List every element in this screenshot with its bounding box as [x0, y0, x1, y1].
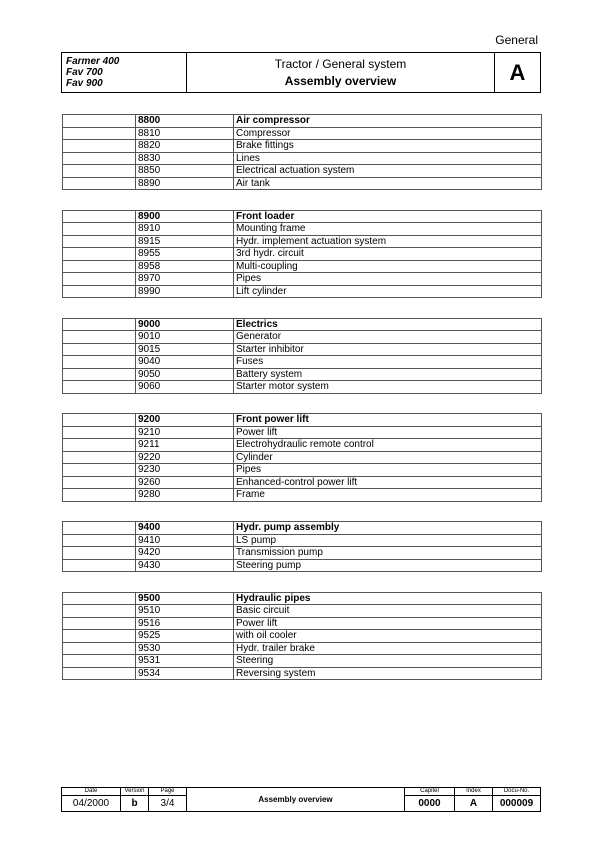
item-code: 8820	[136, 140, 234, 153]
table-row	[63, 152, 542, 165]
item-code: 9420	[136, 547, 234, 560]
item-name: Mounting frame	[234, 223, 542, 236]
assembly-group-table	[62, 318, 542, 394]
item-name: Starter inhibitor	[234, 343, 542, 356]
document-footer	[61, 787, 541, 812]
item-code: 8990	[136, 285, 234, 298]
footer-page-label: Page	[149, 788, 187, 796]
footer-version: b	[121, 796, 149, 812]
item-code: 9516	[136, 617, 234, 630]
table-row	[63, 368, 542, 381]
table-row	[63, 331, 542, 344]
blank-cell	[63, 592, 136, 605]
section-label: General	[495, 33, 538, 47]
table-row	[63, 547, 542, 560]
table-row	[63, 559, 542, 572]
blank-cell	[63, 152, 136, 165]
item-code: 9040	[136, 356, 234, 369]
item-name: Basic circuit	[234, 605, 542, 618]
blank-cell	[63, 426, 136, 439]
item-code: 9510	[136, 605, 234, 618]
blank-cell	[63, 667, 136, 680]
blank-cell	[63, 368, 136, 381]
item-name: LS pump	[234, 534, 542, 547]
item-name: Brake fittings	[234, 140, 542, 153]
footer-capitel-label: Capitel	[405, 788, 455, 796]
item-name: Steering	[234, 655, 542, 668]
blank-cell	[63, 464, 136, 477]
table-row	[63, 451, 542, 464]
item-code: 8850	[136, 165, 234, 178]
item-name: Steering pump	[234, 559, 542, 572]
item-code: 9525	[136, 630, 234, 643]
footer-page: 3/4	[149, 796, 187, 812]
blank-cell	[63, 414, 136, 427]
item-code: 8955	[136, 248, 234, 261]
table-row	[63, 426, 542, 439]
footer-index-label: Index	[455, 788, 493, 796]
table-row	[63, 439, 542, 452]
blank-cell	[63, 655, 136, 668]
table-row	[63, 667, 542, 680]
item-name: Transmission pump	[234, 547, 542, 560]
blank-cell	[63, 605, 136, 618]
item-name: Hydr. implement actuation system	[234, 235, 542, 248]
blank-cell	[63, 489, 136, 502]
blank-cell	[63, 177, 136, 190]
group-header-row	[63, 592, 542, 605]
table-row	[63, 260, 542, 273]
item-code: 9050	[136, 368, 234, 381]
item-name: Compressor	[234, 127, 542, 140]
assembly-group-table	[62, 521, 542, 572]
item-name: Battery system	[234, 368, 542, 381]
table-row	[63, 617, 542, 630]
item-name: Pipes	[234, 464, 542, 477]
blank-cell	[63, 165, 136, 178]
item-name: Reversing system	[234, 667, 542, 680]
table-row	[63, 381, 542, 394]
blank-cell	[63, 439, 136, 452]
item-name: Hydr. trailer brake	[234, 642, 542, 655]
item-name: Starter motor system	[234, 381, 542, 394]
blank-cell	[63, 223, 136, 236]
blank-cell	[63, 630, 136, 643]
table-row	[63, 464, 542, 477]
model-name: Fav 700	[66, 67, 103, 78]
table-row	[63, 235, 542, 248]
table-row	[63, 127, 542, 140]
item-name: Enhanced-control power lift	[234, 476, 542, 489]
table-row	[63, 489, 542, 502]
assembly-group-table	[62, 413, 542, 502]
item-code: 9534	[136, 667, 234, 680]
footer-date: 04/2000	[62, 796, 121, 812]
item-code: 8970	[136, 273, 234, 286]
item-code: 9280	[136, 489, 234, 502]
blank-cell	[63, 235, 136, 248]
table-row	[63, 476, 542, 489]
item-code: 9430	[136, 559, 234, 572]
table-row	[63, 165, 542, 178]
model-name: Farmer 400	[66, 56, 120, 67]
item-name: 3rd hydr. circuit	[234, 248, 542, 261]
group-name: Hydraulic pipes	[234, 592, 542, 605]
header-title-block	[187, 53, 494, 92]
blank-cell	[63, 476, 136, 489]
item-code: 9410	[136, 534, 234, 547]
footer-docu: 000009	[493, 796, 541, 812]
group-code: 9200	[136, 414, 234, 427]
table-row	[63, 630, 542, 643]
item-name: Generator	[234, 331, 542, 344]
item-code: 9230	[136, 464, 234, 477]
table-row	[63, 140, 542, 153]
group-code: 9000	[136, 318, 234, 331]
table-row	[63, 177, 542, 190]
blank-cell	[63, 617, 136, 630]
item-code: 9060	[136, 381, 234, 394]
table-row	[63, 273, 542, 286]
group-header-row	[63, 414, 542, 427]
item-code: 9015	[136, 343, 234, 356]
blank-cell	[63, 534, 136, 547]
item-name: Power lift	[234, 617, 542, 630]
item-code: 8810	[136, 127, 234, 140]
table-row	[63, 248, 542, 261]
item-name: Fuses	[234, 356, 542, 369]
item-name: Electrohydraulic remote control	[234, 439, 542, 452]
item-name: Frame	[234, 489, 542, 502]
group-code: 9500	[136, 592, 234, 605]
page-subtitle: Assembly overview	[284, 74, 397, 88]
group-name: Front power lift	[234, 414, 542, 427]
item-code: 8915	[136, 235, 234, 248]
group-name: Air compressor	[234, 115, 542, 128]
item-code: 8890	[136, 177, 234, 190]
blank-cell	[63, 115, 136, 128]
footer-capitel: 0000	[405, 796, 455, 812]
item-name: Power lift	[234, 426, 542, 439]
item-code: 9531	[136, 655, 234, 668]
group-code: 9400	[136, 522, 234, 535]
footer-docu-label: Docu-No.	[493, 788, 541, 796]
footer-date-label: Date	[62, 788, 121, 796]
item-name: Pipes	[234, 273, 542, 286]
item-code: 9210	[136, 426, 234, 439]
item-name: Cylinder	[234, 451, 542, 464]
item-code: 8958	[136, 260, 234, 273]
blank-cell	[63, 248, 136, 261]
blank-cell	[63, 559, 136, 572]
assembly-group-table	[62, 114, 542, 190]
group-header-row	[63, 210, 542, 223]
group-code: 8800	[136, 115, 234, 128]
item-name: Air tank	[234, 177, 542, 190]
document-header	[61, 52, 541, 93]
footer-title: Assembly overview	[187, 788, 405, 812]
blank-cell	[63, 522, 136, 535]
assembly-group-table	[62, 210, 542, 299]
item-code: 9211	[136, 439, 234, 452]
blank-cell	[63, 260, 136, 273]
footer-version-label: Version	[121, 788, 149, 796]
blank-cell	[63, 381, 136, 394]
item-code: 9220	[136, 451, 234, 464]
item-name: Electrical actuation system	[234, 165, 542, 178]
blank-cell	[63, 285, 136, 298]
table-row	[63, 642, 542, 655]
item-name: Multi-coupling	[234, 260, 542, 273]
blank-cell	[63, 318, 136, 331]
item-name: Lift cylinder	[234, 285, 542, 298]
page-title: Tractor / General system	[274, 57, 407, 71]
assembly-groups	[62, 114, 542, 700]
blank-cell	[63, 273, 136, 286]
table-row	[63, 223, 542, 236]
item-code: 8830	[136, 152, 234, 165]
blank-cell	[63, 343, 136, 356]
table-row	[63, 285, 542, 298]
table-row	[63, 655, 542, 668]
group-header-row	[63, 318, 542, 331]
item-name: with oil cooler	[234, 630, 542, 643]
model-name: Fav 900	[66, 78, 103, 89]
blank-cell	[63, 451, 136, 464]
table-row	[63, 343, 542, 356]
blank-cell	[63, 547, 136, 560]
blank-cell	[63, 331, 136, 344]
group-header-row	[63, 522, 542, 535]
blank-cell	[63, 140, 136, 153]
group-header-row	[63, 115, 542, 128]
group-name: Hydr. pump assembly	[234, 522, 542, 535]
table-row	[63, 605, 542, 618]
item-code: 9260	[136, 476, 234, 489]
table-row	[63, 534, 542, 547]
item-name: Lines	[234, 152, 542, 165]
item-code: 8910	[136, 223, 234, 236]
table-row	[63, 356, 542, 369]
blank-cell	[63, 210, 136, 223]
group-name: Front loader	[234, 210, 542, 223]
item-code: 9010	[136, 331, 234, 344]
item-code: 9530	[136, 642, 234, 655]
blank-cell	[63, 356, 136, 369]
model-list	[62, 53, 187, 92]
group-code: 8900	[136, 210, 234, 223]
blank-cell	[63, 642, 136, 655]
assembly-group-table	[62, 592, 542, 681]
section-letter: A	[494, 53, 540, 92]
blank-cell	[63, 127, 136, 140]
footer-index: A	[455, 796, 493, 812]
group-name: Electrics	[234, 318, 542, 331]
